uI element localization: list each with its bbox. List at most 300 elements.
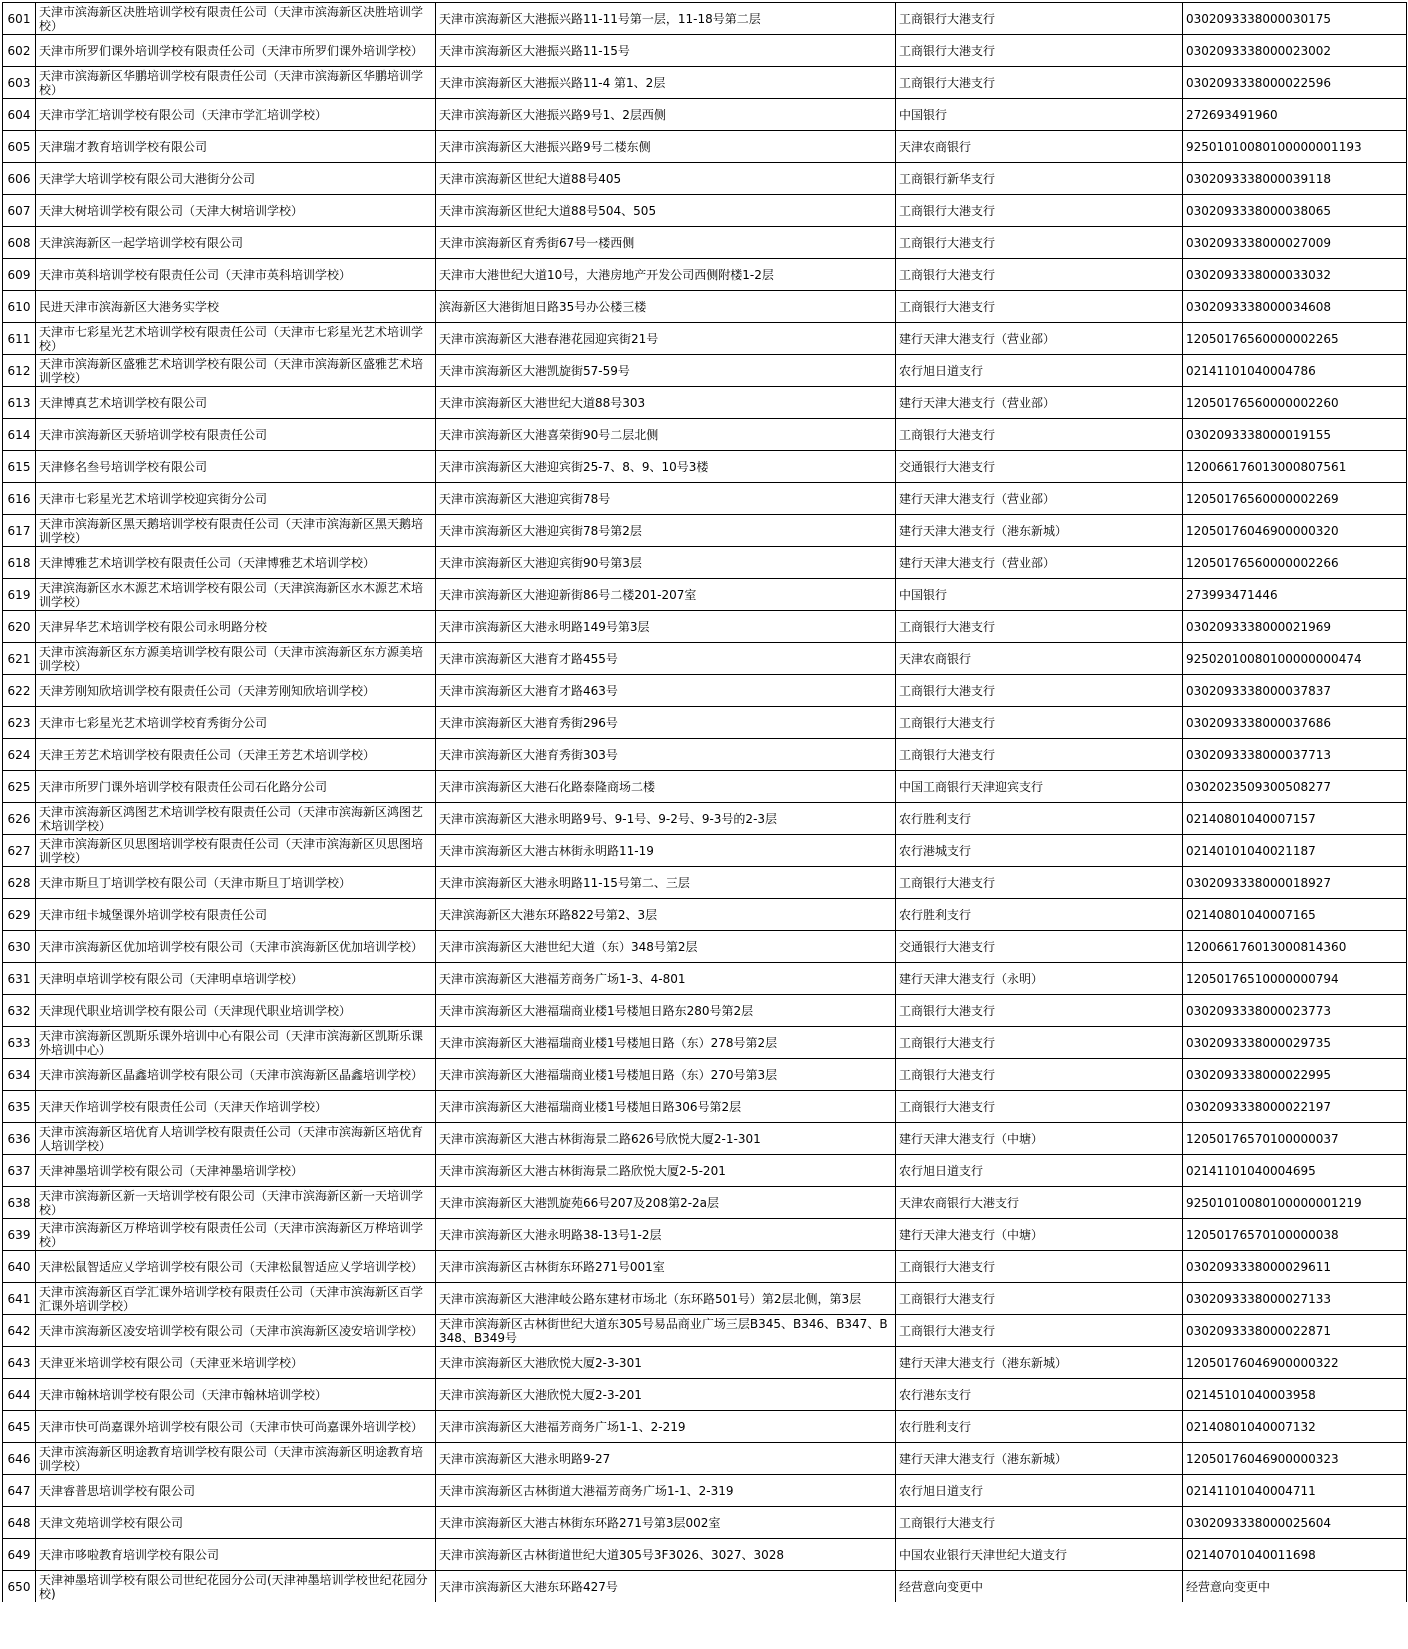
- institution-name-cell: 天津芳刚知欣培训学校有限责任公司（天津芳刚知欣培训学校）: [36, 675, 436, 707]
- table-row: [3, 227, 1407, 259]
- row-number-cell: 637: [3, 1155, 36, 1187]
- account-number-cell: 0302093338000039118: [1183, 163, 1407, 195]
- account-number-cell: 02140801040007157: [1183, 803, 1407, 835]
- row-number-cell: 641: [3, 1283, 36, 1315]
- address-cell: 天津市滨海新区大港永明路9-27: [436, 1443, 896, 1475]
- bank-cell: 天津农商银行: [896, 131, 1183, 163]
- bank-cell: 农行港东支行: [896, 1379, 1183, 1411]
- bank-cell: 工商银行大港支行: [896, 1315, 1183, 1347]
- account-number-cell: 02141101040004695: [1183, 1155, 1407, 1187]
- row-number-cell: 632: [3, 995, 36, 1027]
- table-row: [3, 771, 1407, 803]
- account-number-cell: 0302093338000023002: [1183, 35, 1407, 67]
- account-number-cell: 92501010080100000001193: [1183, 131, 1407, 163]
- institution-name-cell: 天津市滨海新区鸿图艺术培训学校有限责任公司（天津市滨海新区鸿图艺术培训学校）: [36, 803, 436, 835]
- address-cell: 天津市滨海新区大港津岐公路东建材市场北（东环路501号）第2层北侧，第3层: [436, 1283, 896, 1315]
- address-cell: 天津市滨海新区大港福瑞商业楼1号楼旭日路（东）270号第3层: [436, 1059, 896, 1091]
- institution-name-cell: 天津修名叁号培训学校有限公司: [36, 451, 436, 483]
- institution-name-cell: 天津市学汇培训学校有限公司（天津市学汇培训学校）: [36, 99, 436, 131]
- account-number-cell: 经营意向变更中: [1183, 1571, 1407, 1603]
- bank-cell: 天津农商银行大港支行: [896, 1187, 1183, 1219]
- institution-name-cell: 天津市滨海新区优加培训学校有限公司（天津市滨海新区优加培训学校）: [36, 931, 436, 963]
- address-cell: 天津市滨海新区大港福瑞商业楼1号楼旭日路（东）278号第2层: [436, 1027, 896, 1059]
- account-number-cell: 02141101040004786: [1183, 355, 1407, 387]
- address-cell: 天津市大港世纪大道10号，大港房地产开发公司西侧附楼1-2层: [436, 259, 896, 291]
- table-row: [3, 1091, 1407, 1123]
- institution-name-cell: 天津滨海新区一起学培训学校有限公司: [36, 227, 436, 259]
- address-cell: 天津市滨海新区大港石化路泰隆商场二楼: [436, 771, 896, 803]
- institution-name-cell: 天津市滨海新区黑天鹅培训学校有限责任公司（天津市滨海新区黑天鹅培训学校）: [36, 515, 436, 547]
- institution-name-cell: 天津瑞才教育培训学校有限公司: [36, 131, 436, 163]
- account-number-cell: 0302093338000019155: [1183, 419, 1407, 451]
- institution-name-cell: 天津博雅艺术培训学校有限责任公司（天津博雅艺术培训学校）: [36, 547, 436, 579]
- bank-cell: 农行胜利支行: [896, 803, 1183, 835]
- institution-name-cell: 天津市纽卡城堡课外培训学校有限责任公司: [36, 899, 436, 931]
- address-cell: 天津市滨海新区大港福瑞商业楼1号楼旭日路东280号第2层: [436, 995, 896, 1027]
- row-number-cell: 616: [3, 483, 36, 515]
- institution-name-cell: 天津市七彩星光艺术培训学校育秀街分公司: [36, 707, 436, 739]
- account-number-cell: 12050176560000002265: [1183, 323, 1407, 355]
- institution-name-cell: 天津市滨海新区凯斯乐课外培训中心有限公司（天津市滨海新区凯斯乐课外培训中心）: [36, 1027, 436, 1059]
- institution-name-cell: 天津市所罗们课外培训学校有限责任公司（天津市所罗们课外培训学校）: [36, 35, 436, 67]
- institution-name-cell: 天津市七彩星光艺术培训学校迎宾街分公司: [36, 483, 436, 515]
- row-number-cell: 638: [3, 1187, 36, 1219]
- table-row: [3, 1027, 1407, 1059]
- address-cell: 天津市滨海新区世纪大道88号504、505: [436, 195, 896, 227]
- account-number-cell: 12050176560000002260: [1183, 387, 1407, 419]
- table-row: [3, 1155, 1407, 1187]
- account-number-cell: 0302093338000029611: [1183, 1251, 1407, 1283]
- row-number-cell: 647: [3, 1475, 36, 1507]
- row-number-cell: 603: [3, 67, 36, 99]
- table-row: [3, 675, 1407, 707]
- table-row: [3, 67, 1407, 99]
- institution-name-cell: 天津市滨海新区培优育人培训学校有限责任公司（天津市滨海新区培优育人培训学校）: [36, 1123, 436, 1155]
- row-number-cell: 639: [3, 1219, 36, 1251]
- row-number-cell: 602: [3, 35, 36, 67]
- bank-cell: 工商银行大港支行: [896, 867, 1183, 899]
- bank-cell: 建行天津大港支行（营业部）: [896, 387, 1183, 419]
- account-number-cell: 0302093338000022197: [1183, 1091, 1407, 1123]
- institution-name-cell: 天津市滨海新区东方源美培训学校有限公司（天津市滨海新区东方源美培训学校）: [36, 643, 436, 675]
- row-number-cell: 642: [3, 1315, 36, 1347]
- table-row: [3, 451, 1407, 483]
- row-number-cell: 607: [3, 195, 36, 227]
- bank-cell: 农行胜利支行: [896, 1411, 1183, 1443]
- address-cell: 天津市滨海新区育秀街67号一楼西侧: [436, 227, 896, 259]
- account-number-cell: 0302093338000022995: [1183, 1059, 1407, 1091]
- account-number-cell: 0302093338000034608: [1183, 291, 1407, 323]
- account-number-cell: 02140801040007132: [1183, 1411, 1407, 1443]
- table-row: [3, 1123, 1407, 1155]
- row-number-cell: 643: [3, 1347, 36, 1379]
- account-number-cell: 12050176570100000037: [1183, 1123, 1407, 1155]
- account-number-cell: 02141101040004711: [1183, 1475, 1407, 1507]
- bank-cell: 工商银行大港支行: [896, 739, 1183, 771]
- bank-cell: 中国农业银行天津世纪大道支行: [896, 1539, 1183, 1571]
- address-cell: 天津市滨海新区大港欣悦大厦2-3-201: [436, 1379, 896, 1411]
- bank-cell: 工商银行大港支行: [896, 67, 1183, 99]
- address-cell: 天津市滨海新区大港世纪大道（东）348号第2层: [436, 931, 896, 963]
- row-number-cell: 606: [3, 163, 36, 195]
- institution-name-cell: 天津市七彩星光艺术培训学校有限责任公司（天津市七彩星光艺术培训学校）: [36, 323, 436, 355]
- table-row: [3, 1379, 1407, 1411]
- bank-cell: 建行天津大港支行（营业部）: [896, 323, 1183, 355]
- institution-name-cell: 天津博真艺术培训学校有限公司: [36, 387, 436, 419]
- bank-cell: 工商银行大港支行: [896, 1283, 1183, 1315]
- address-cell: 天津市滨海新区大港凯旋苑66号207及208第2-2a层: [436, 1187, 896, 1219]
- row-number-cell: 624: [3, 739, 36, 771]
- row-number-cell: 644: [3, 1379, 36, 1411]
- table-row: [3, 387, 1407, 419]
- table-row: [3, 1475, 1407, 1507]
- institution-name-cell: 天津市滨海新区晶鑫培训学校有限公司（天津市滨海新区晶鑫培训学校）: [36, 1059, 436, 1091]
- bank-cell: 工商银行大港支行: [896, 195, 1183, 227]
- address-cell: 天津市滨海新区古林街世纪大道东305号易品商业广场三层B345、B346、B347、B348、B349号: [436, 1315, 896, 1347]
- bank-cell: 建行天津大港支行（港东新城）: [896, 1443, 1183, 1475]
- account-number-cell: 02140801040007165: [1183, 899, 1407, 931]
- row-number-cell: 613: [3, 387, 36, 419]
- table-row: [3, 1411, 1407, 1443]
- bank-cell: 农行旭日道支行: [896, 1155, 1183, 1187]
- institution-name-cell: 天津明卓培训学校有限公司（天津明卓培训学校）: [36, 963, 436, 995]
- address-cell: 天津市滨海新区世纪大道88号405: [436, 163, 896, 195]
- address-cell: 天津滨海新区大港东环路822号第2、3层: [436, 899, 896, 931]
- table-row: [3, 483, 1407, 515]
- account-number-cell: 12050176560000002269: [1183, 483, 1407, 515]
- address-cell: 滨海新区大港街旭日路35号办公楼三楼: [436, 291, 896, 323]
- row-number-cell: 614: [3, 419, 36, 451]
- row-number-cell: 649: [3, 1539, 36, 1571]
- institution-name-cell: 天津市滨海新区明途教育培训学校有限公司（天津市滨海新区明途教育培训学校）: [36, 1443, 436, 1475]
- account-number-cell: 0302093338000025604: [1183, 1507, 1407, 1539]
- table-row: [3, 1315, 1407, 1347]
- table-row: [3, 1347, 1407, 1379]
- account-number-cell: 272693491960: [1183, 99, 1407, 131]
- table-row: [3, 1443, 1407, 1475]
- account-number-cell: 12050176046900000323: [1183, 1443, 1407, 1475]
- account-number-cell: 0302093338000022596: [1183, 67, 1407, 99]
- address-cell: 天津市滨海新区大港迎新街86号二楼201-207室: [436, 579, 896, 611]
- address-cell: 天津市滨海新区大港福芳商务广场1-1、2-219: [436, 1411, 896, 1443]
- row-number-cell: 625: [3, 771, 36, 803]
- table-row: [3, 1251, 1407, 1283]
- address-cell: 天津市滨海新区大港振兴路11-15号: [436, 35, 896, 67]
- institution-name-cell: 天津松鼠智适应乂学培训学校有限公司（天津松鼠智适应乂学培训学校）: [36, 1251, 436, 1283]
- row-number-cell: 622: [3, 675, 36, 707]
- bank-cell: 工商银行新华支行: [896, 163, 1183, 195]
- address-cell: 天津市滨海新区大港永明路149号第3层: [436, 611, 896, 643]
- account-number-cell: 02145101040003958: [1183, 1379, 1407, 1411]
- institution-name-cell: 天津市滨海新区盛雅艺术培训学校有限公司（天津市滨海新区盛雅艺术培训学校）: [36, 355, 436, 387]
- row-number-cell: 626: [3, 803, 36, 835]
- address-cell: 天津市滨海新区大港永明路38-13号1-2层: [436, 1219, 896, 1251]
- row-number-cell: 617: [3, 515, 36, 547]
- address-cell: 天津市滨海新区古林街道世纪大道305号3F3026、3027、3028: [436, 1539, 896, 1571]
- institution-name-cell: 天津市斯旦丁培训学校有限公司（天津市斯旦丁培训学校）: [36, 867, 436, 899]
- bank-cell: 工商银行大港支行: [896, 611, 1183, 643]
- address-cell: 天津市滨海新区古林街东环路271号001室: [436, 1251, 896, 1283]
- address-cell: 天津市滨海新区大港古林街海景二路欣悦大厦2-5-201: [436, 1155, 896, 1187]
- address-cell: 天津市滨海新区大港永明路9号、9-1号、9-2号、9-3号的2-3层: [436, 803, 896, 835]
- institution-name-cell: 天津市滨海新区凌安培训学校有限公司（天津市滨海新区凌安培训学校）: [36, 1315, 436, 1347]
- row-number-cell: 629: [3, 899, 36, 931]
- account-number-cell: 0302093338000033032: [1183, 259, 1407, 291]
- address-cell: 天津市滨海新区大港振兴路9号1、2层西侧: [436, 99, 896, 131]
- address-cell: 天津市滨海新区大港振兴路9号二楼东侧: [436, 131, 896, 163]
- account-number-cell: 92501010080100000001219: [1183, 1187, 1407, 1219]
- account-number-cell: 0302093338000038065: [1183, 195, 1407, 227]
- institution-name-cell: 天津市英科培训学校有限责任公司（天津市英科培训学校）: [36, 259, 436, 291]
- table-row: [3, 835, 1407, 867]
- account-number-cell: 0302093338000037837: [1183, 675, 1407, 707]
- table-row: [3, 867, 1407, 899]
- row-number-cell: 608: [3, 227, 36, 259]
- table-row: [3, 355, 1407, 387]
- institution-name-cell: 天津市哆啦教育培训学校有限公司: [36, 1539, 436, 1571]
- row-number-cell: 650: [3, 1571, 36, 1603]
- institution-name-cell: 天津王芳艺术培训学校有限责任公司（天津王芳艺术培训学校）: [36, 739, 436, 771]
- bank-cell: 交通银行大港支行: [896, 931, 1183, 963]
- row-number-cell: 615: [3, 451, 36, 483]
- institution-name-cell: 天津市滨海新区决胜培训学校有限责任公司（天津市滨海新区决胜培训学校）: [36, 3, 436, 35]
- row-number-cell: 612: [3, 355, 36, 387]
- institution-name-cell: 天津市所罗门课外培训学校有限责任公司石化路分公司: [36, 771, 436, 803]
- institution-name-cell: 天津滨海新区水木源艺术培训学校有限公司（天津滨海新区水木源艺术培训学校）: [36, 579, 436, 611]
- institution-name-cell: 天津市翰林培训学校有限公司（天津市翰林培训学校）: [36, 1379, 436, 1411]
- bank-cell: 中国银行: [896, 99, 1183, 131]
- row-number-cell: 609: [3, 259, 36, 291]
- address-cell: 天津市滨海新区大港世纪大道88号303: [436, 387, 896, 419]
- address-cell: 天津市滨海新区大港欣悦大厦2-3-301: [436, 1347, 896, 1379]
- account-number-cell: 0302093338000027133: [1183, 1283, 1407, 1315]
- institution-name-cell: 天津市滨海新区万桦培训学校有限责任公司（天津市滨海新区万桦培训学校）: [36, 1219, 436, 1251]
- row-number-cell: 633: [3, 1027, 36, 1059]
- account-number-cell: 120066176013000814360: [1183, 931, 1407, 963]
- institution-name-cell: 天津市滨海新区百学汇课外培训学校有限责任公司（天津市滨海新区百学汇课外培训学校）: [36, 1283, 436, 1315]
- bank-cell: 建行天津大港支行（永明）: [896, 963, 1183, 995]
- table-row: [3, 1187, 1407, 1219]
- row-number-cell: 611: [3, 323, 36, 355]
- institution-name-cell: 天津市滨海新区新一天培训学校有限公司（天津市滨海新区新一天培训学校）: [36, 1187, 436, 1219]
- account-number-cell: 120066176013000807561: [1183, 451, 1407, 483]
- account-number-cell: 0302093338000030175: [1183, 3, 1407, 35]
- table-row: [3, 131, 1407, 163]
- account-number-cell: 0302093338000027009: [1183, 227, 1407, 259]
- bank-cell: 天津农商银行: [896, 643, 1183, 675]
- bank-cell: 工商银行大港支行: [896, 1059, 1183, 1091]
- row-number-cell: 640: [3, 1251, 36, 1283]
- bank-cell: 中国银行: [896, 579, 1183, 611]
- bank-cell: 建行天津大港支行（中塘）: [896, 1219, 1183, 1251]
- bank-cell: 交通银行大港支行: [896, 451, 1183, 483]
- address-cell: 天津市滨海新区大港福芳商务广场1-3、4-801: [436, 963, 896, 995]
- table-row: [3, 547, 1407, 579]
- table-row: [3, 643, 1407, 675]
- account-number-cell: 0302093338000029735: [1183, 1027, 1407, 1059]
- bank-cell: 建行天津大港支行（营业部）: [896, 483, 1183, 515]
- account-number-cell: 0302023509300508277: [1183, 771, 1407, 803]
- account-number-cell: 92502010080100000000474: [1183, 643, 1407, 675]
- row-number-cell: 604: [3, 99, 36, 131]
- table-row: [3, 931, 1407, 963]
- address-cell: 天津市滨海新区大港育才路455号: [436, 643, 896, 675]
- row-number-cell: 620: [3, 611, 36, 643]
- address-cell: 天津市滨海新区大港古林街海景二路626号欣悦大厦2-1-301: [436, 1123, 896, 1155]
- institution-name-cell: 天津市滨海新区贝思图培训学校有限责任公司（天津市滨海新区贝思图培训学校）: [36, 835, 436, 867]
- bank-cell: 工商银行大港支行: [896, 1251, 1183, 1283]
- row-number-cell: 648: [3, 1507, 36, 1539]
- table-row: [3, 1571, 1407, 1603]
- institution-name-cell: 天津市滨海新区华鹏培训学校有限责任公司（天津市滨海新区华鹏培训学校）: [36, 67, 436, 99]
- address-cell: 天津市滨海新区大港育才路463号: [436, 675, 896, 707]
- row-number-cell: 621: [3, 643, 36, 675]
- table-row: [3, 1539, 1407, 1571]
- table-row: [3, 1219, 1407, 1251]
- table-row: [3, 707, 1407, 739]
- table-row: [3, 291, 1407, 323]
- account-number-cell: 02140701040011698: [1183, 1539, 1407, 1571]
- institution-name-cell: 天津市快可尚嘉课外培训学校有限公司（天津市快可尚嘉课外培训学校）: [36, 1411, 436, 1443]
- institution-name-cell: 天津亚米培训学校有限公司（天津亚米培训学校）: [36, 1347, 436, 1379]
- table-row: [3, 3, 1407, 35]
- address-cell: 天津市滨海新区大港凯旋街57-59号: [436, 355, 896, 387]
- bank-cell: 工商银行大港支行: [896, 419, 1183, 451]
- address-cell: 天津市滨海新区大港永明路11-15号第二、三层: [436, 867, 896, 899]
- table-row: [3, 739, 1407, 771]
- bank-cell: 农行港城支行: [896, 835, 1183, 867]
- table-row: [3, 579, 1407, 611]
- table-row: [3, 35, 1407, 67]
- address-cell: 天津市滨海新区大港东环路427号: [436, 1571, 896, 1603]
- account-number-cell: 0302093338000023773: [1183, 995, 1407, 1027]
- table-row: [3, 803, 1407, 835]
- address-cell: 天津市滨海新区大港育秀街296号: [436, 707, 896, 739]
- bank-cell: 工商银行大港支行: [896, 1091, 1183, 1123]
- bank-cell: 建行天津大港支行（港东新城）: [896, 1347, 1183, 1379]
- address-cell: 天津市滨海新区大港迎宾街25-7、8、9、10号3楼: [436, 451, 896, 483]
- bank-cell: 工商银行大港支行: [896, 995, 1183, 1027]
- address-cell: 天津市滨海新区大港育秀街303号: [436, 739, 896, 771]
- table-row: [3, 99, 1407, 131]
- address-cell: 天津市滨海新区大港迎宾街78号第2层: [436, 515, 896, 547]
- bank-cell: 工商银行大港支行: [896, 675, 1183, 707]
- account-number-cell: 12050176570100000038: [1183, 1219, 1407, 1251]
- address-cell: 天津市滨海新区大港迎宾街78号: [436, 483, 896, 515]
- bank-cell: 工商银行大港支行: [896, 291, 1183, 323]
- table-row: [3, 163, 1407, 195]
- institution-name-cell: 天津大树培训学校有限公司（天津大树培训学校）: [36, 195, 436, 227]
- account-number-cell: 02140101040021187: [1183, 835, 1407, 867]
- table-row: [3, 259, 1407, 291]
- institution-name-cell: 天津现代职业培训学校有限公司（天津现代职业培训学校）: [36, 995, 436, 1027]
- table-body: [3, 3, 1407, 1603]
- institution-name-cell: 天津文苑培训学校有限公司: [36, 1507, 436, 1539]
- bank-cell: 经营意向变更中: [896, 1571, 1183, 1603]
- bank-cell: 工商银行大港支行: [896, 3, 1183, 35]
- table-row: [3, 323, 1407, 355]
- account-number-cell: 12050176046900000320: [1183, 515, 1407, 547]
- institution-name-cell: 天津天作培训学校有限责任公司（天津天作培训学校）: [36, 1091, 436, 1123]
- bank-cell: 工商银行大港支行: [896, 707, 1183, 739]
- bank-cell: 工商银行大港支行: [896, 35, 1183, 67]
- address-cell: 天津市滨海新区大港古林街东环路271号第3层002室: [436, 1507, 896, 1539]
- account-number-cell: 273993471446: [1183, 579, 1407, 611]
- bank-cell: 建行天津大港支行（港东新城）: [896, 515, 1183, 547]
- address-cell: 天津市滨海新区大港振兴路11-11号第一层，11-18号第二层: [436, 3, 896, 35]
- bank-cell: 农行胜利支行: [896, 899, 1183, 931]
- row-number-cell: 619: [3, 579, 36, 611]
- row-number-cell: 610: [3, 291, 36, 323]
- institution-name-cell: 天津神墨培训学校有限公司世纪花园分公司(天津神墨培训学校世纪花园分校): [36, 1571, 436, 1603]
- bank-cell: 农行旭日道支行: [896, 1475, 1183, 1507]
- table-row: [3, 419, 1407, 451]
- row-number-cell: 601: [3, 3, 36, 35]
- institution-name-cell: 天津睿普思培训学校有限公司: [36, 1475, 436, 1507]
- bank-cell: 农行旭日道支行: [896, 355, 1183, 387]
- table-row: [3, 515, 1407, 547]
- bank-cell: 工商银行大港支行: [896, 259, 1183, 291]
- row-number-cell: 630: [3, 931, 36, 963]
- account-number-cell: 0302093338000037686: [1183, 707, 1407, 739]
- table-row: [3, 1283, 1407, 1315]
- bank-cell: 工商银行大港支行: [896, 1027, 1183, 1059]
- table-row: [3, 995, 1407, 1027]
- address-cell: 天津市滨海新区大港迎宾街90号第3层: [436, 547, 896, 579]
- table-row: [3, 195, 1407, 227]
- institution-name-cell: 天津神墨培训学校有限公司（天津神墨培训学校）: [36, 1155, 436, 1187]
- institution-name-cell: 天津学大培训学校有限公司大港街分公司: [36, 163, 436, 195]
- address-cell: 天津市滨海新区大港春港花园迎宾街21号: [436, 323, 896, 355]
- account-number-cell: 12050176046900000322: [1183, 1347, 1407, 1379]
- table-row: [3, 1507, 1407, 1539]
- row-number-cell: 618: [3, 547, 36, 579]
- account-number-cell: 12050176560000002266: [1183, 547, 1407, 579]
- institution-name-cell: 天津市滨海新区天骄培训学校有限责任公司: [36, 419, 436, 451]
- address-cell: 天津市滨海新区古林街道大港福芳商务广场1-1、2-319: [436, 1475, 896, 1507]
- row-number-cell: 628: [3, 867, 36, 899]
- bank-cell: 建行天津大港支行（营业部）: [896, 547, 1183, 579]
- institution-name-cell: 民进天津市滨海新区大港务实学校: [36, 291, 436, 323]
- row-number-cell: 646: [3, 1443, 36, 1475]
- institution-name-cell: 天津昇华艺术培训学校有限公司永明路分校: [36, 611, 436, 643]
- address-cell: 天津市滨海新区大港古林街永明路11-19: [436, 835, 896, 867]
- address-cell: 天津市滨海新区大港喜荣街90号二层北侧: [436, 419, 896, 451]
- table-row: [3, 611, 1407, 643]
- bank-cell: 中国工商银行天津迎宾支行: [896, 771, 1183, 803]
- school-registry-table: [2, 2, 1407, 1602]
- address-cell: 天津市滨海新区大港福瑞商业楼1号楼旭日路306号第2层: [436, 1091, 896, 1123]
- row-number-cell: 635: [3, 1091, 36, 1123]
- account-number-cell: 12050176510000000794: [1183, 963, 1407, 995]
- account-number-cell: 0302093338000018927: [1183, 867, 1407, 899]
- row-number-cell: 631: [3, 963, 36, 995]
- account-number-cell: 0302093338000022871: [1183, 1315, 1407, 1347]
- bank-cell: 工商银行大港支行: [896, 227, 1183, 259]
- row-number-cell: 623: [3, 707, 36, 739]
- row-number-cell: 634: [3, 1059, 36, 1091]
- row-number-cell: 627: [3, 835, 36, 867]
- address-cell: 天津市滨海新区大港振兴路11-4 第1、2层: [436, 67, 896, 99]
- bank-cell: 建行天津大港支行（中塘）: [896, 1123, 1183, 1155]
- account-number-cell: 0302093338000021969: [1183, 611, 1407, 643]
- table-row: [3, 899, 1407, 931]
- bank-cell: 工商银行大港支行: [896, 1507, 1183, 1539]
- table-row: [3, 1059, 1407, 1091]
- account-number-cell: 0302093338000037713: [1183, 739, 1407, 771]
- row-number-cell: 645: [3, 1411, 36, 1443]
- row-number-cell: 605: [3, 131, 36, 163]
